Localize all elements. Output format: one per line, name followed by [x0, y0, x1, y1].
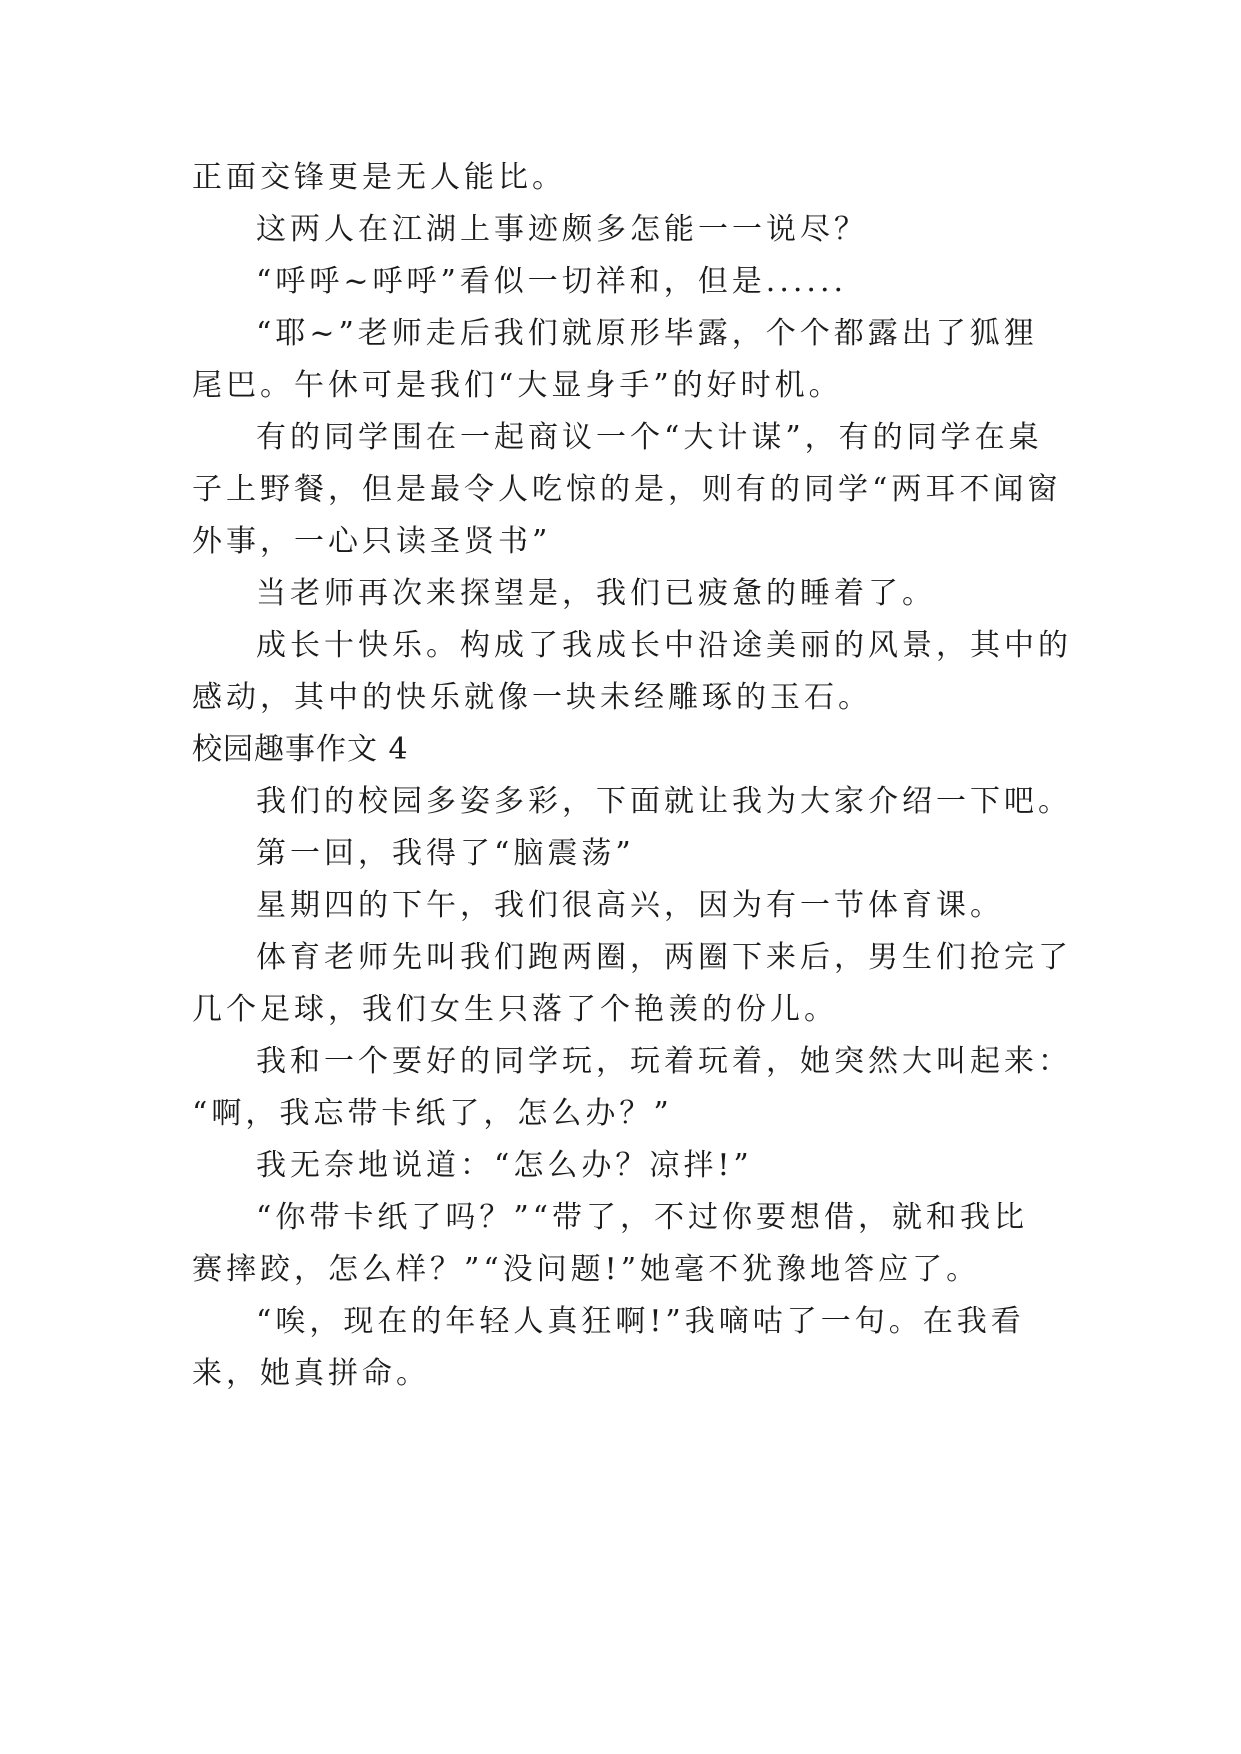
text-line-22: 赛摔跤，怎么样？”“没问题!”她毫不犹豫地答应了。 [192, 1252, 981, 1287]
text-line-23: “唉，现在的年轻人真狂啊!”我嘀咕了一句。在我看 [256, 1304, 1025, 1339]
text-line-4: “耶~”老师走后我们就原形毕露，个个都露出了狐狸 [256, 316, 1038, 351]
text-line-2: 这两人在江湖上事迹颇多怎能一一说尽？ [256, 212, 868, 247]
text-line-10: 成长十快乐。构成了我成长中沿途美丽的风景，其中的 [256, 628, 1072, 663]
text-line-16: 体育老师先叫我们跑两圈，两圈下来后，男生们抢完了 [256, 940, 1072, 975]
text-line-9: 当老师再次来探望是，我们已疲惫的睡着了。 [256, 576, 936, 611]
text-line-18: 我和一个要好的同学玩，玩着玩着，她突然大叫起来： [256, 1044, 1072, 1079]
text-line-5: 尾巴。午休可是我们“大显身手”的好时机。 [192, 368, 843, 403]
text-line-20: 我无奈地说道：“怎么办？凉拌!” [256, 1148, 753, 1183]
text-line-13: 我们的校园多姿多彩，下面就让我为大家介绍一下吧。 [256, 784, 1072, 819]
text-line-8: 外事，一心只读圣贤书” [192, 524, 552, 559]
text-line-11: 感动，其中的快乐就像一块未经雕琢的玉石。 [192, 680, 872, 715]
text-line-1: 正面交锋更是无人能比。 [192, 160, 566, 195]
text-line-21: “你带卡纸了吗？”“带了，不过你要想借，就和我比 [256, 1200, 1029, 1235]
section-heading: 校园趣事作文 4 [192, 732, 409, 767]
text-line-14: 第一回，我得了“脑震荡” [256, 836, 635, 871]
text-line-24: 来，她真拼命。 [192, 1356, 430, 1391]
text-line-15: 星期四的下午，我们很高兴，因为有一节体育课。 [256, 888, 1004, 923]
text-line-6: 有的同学围在一起商议一个“大计谋”，有的同学在桌 [256, 420, 1043, 455]
text-line-17: 几个足球，我们女生只落了个艳羡的份儿。 [192, 992, 838, 1027]
text-line-19: “啊，我忘带卡纸了，怎么办？” [192, 1096, 673, 1131]
text-line-7: 子上野餐，但是最令人吃惊的是，则有的同学“两耳不闻窗 [192, 472, 1062, 507]
text-line-3: “呼呼~呼呼”看似一切祥和，但是...... [256, 264, 848, 299]
